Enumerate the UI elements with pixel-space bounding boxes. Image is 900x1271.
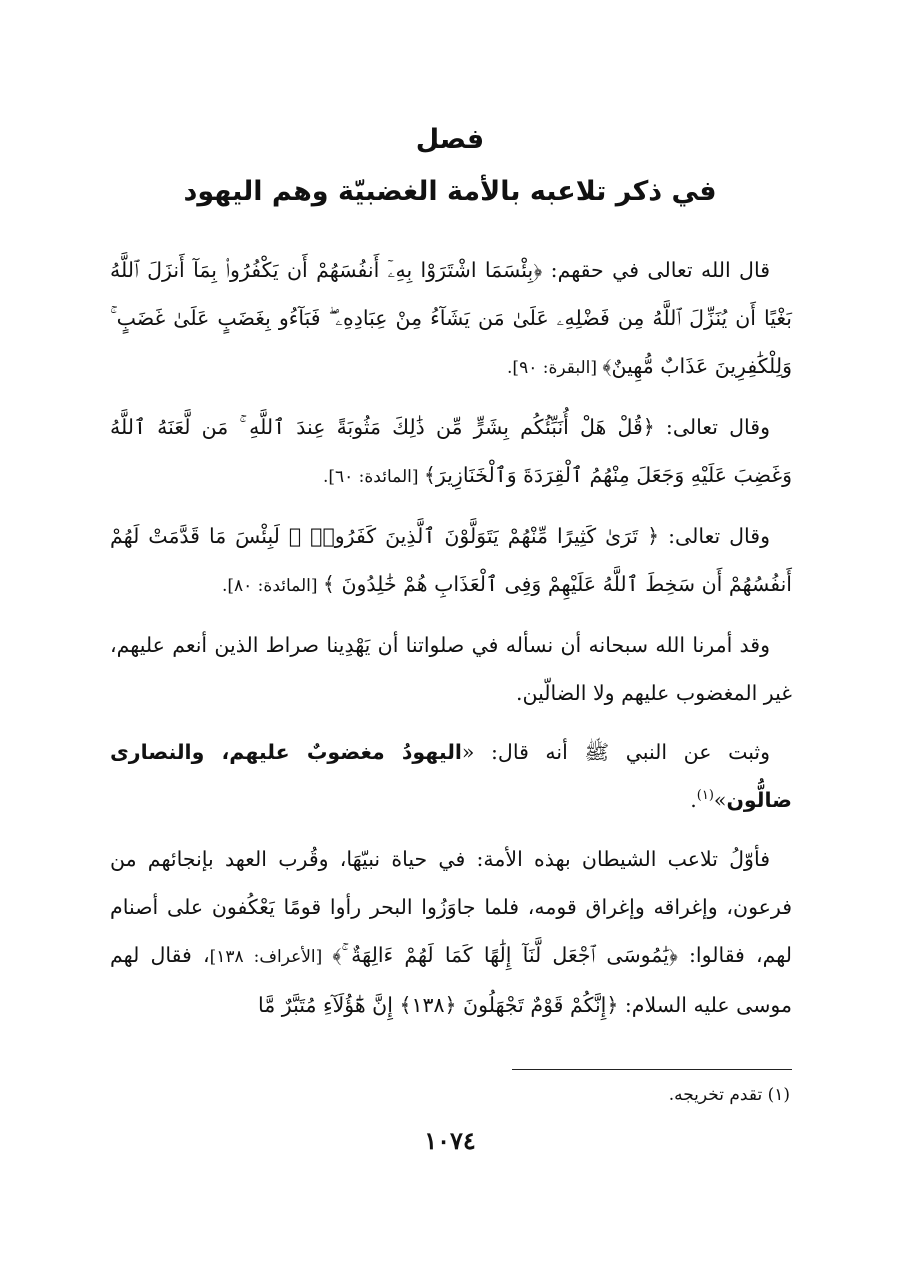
verse-reference-1: [البقرة: ٩٠].	[507, 358, 603, 378]
hadith-close: »	[713, 788, 727, 812]
verse-reference-2: [المائدة: ٦٠].	[322, 467, 424, 487]
paragraph-2	[110, 403, 792, 501]
page-number: ١٠٧٤	[424, 1126, 476, 1155]
quran-verse-5: ﴿إِنَّكُمْ قَوْمٌ تَجْهَلُونَ ﴿١٣٨﴾ إِنَّ هَٰٓؤُلَآءِ مُتَبَّرٌ مَّا	[258, 993, 619, 1017]
paragraph-1	[110, 246, 792, 392]
paragraph-3-intro: وقال تعالى:	[659, 524, 770, 548]
chapter-subheading: في ذكر تلاعبه بالأمة الغضبيّة وهم اليهود	[183, 176, 717, 207]
verse-reference-3: [المائدة: ٨٠].	[221, 576, 323, 596]
paragraph-5-intro: وثبت عن النبي ﷺ أنه قال: «	[461, 740, 770, 764]
paragraph-4: وقد أمرنا الله سبحانه أن نسأله في صلواتنا أن يَهْدِينا صراط الذين أنعم عليهم، غير المغضوب عليهم ولا الضالّين.	[110, 633, 792, 705]
paragraph-2-intro: وقال تعالى:	[654, 415, 770, 439]
paragraph-6	[110, 835, 792, 1029]
paragraph-3	[110, 512, 792, 610]
quran-verse-3: ﴿ تَرَىٰ كَثِيرًا مِّنْهُمْ يَتَوَلَّوْنَ ٱلَّذِينَ كَفَرُوا۟ ۚ لَبِئْسَ مَا قَدَّمَتْ لَهُمْ أَنفُسُهُمْ أَن سَخِطَ ٱللَّهُ عَلَيْهِمْ وَفِى ٱلْعَذَابِ هُمْ خَٰلِدُونَ ﴾	[110, 524, 792, 596]
quran-verse-2: ﴿قُلْ هَلْ أُنَبِّئُكُم بِشَرٍّ مِّن ذَٰلِكَ مَثُوبَةً عِندَ ٱللَّهِ ۚ مَن لَّعَنَهُ ٱللَّهُ وَغَضِبَ عَلَيْهِ وَجَعَلَ مِنْهُمُ ٱلْقِرَدَةَ وَٱلْخَنَازِيرَ﴾	[110, 415, 792, 487]
paragraph-6-text-2: ، فقال لهم موسى عليه السلام:	[110, 943, 792, 1017]
body-text	[110, 246, 792, 1040]
chapter-heading: فصل	[415, 124, 485, 155]
paragraph-5-end: .	[690, 788, 697, 812]
paragraph-5	[110, 728, 792, 824]
paragraph-1-intro: قال الله تعالى في حقهم:	[542, 258, 770, 282]
quran-verse-4: ﴿يَٰمُوسَى ٱجْعَل لَّنَآ إِلَٰهًا كَمَا لَهُمْ ءَالِهَةٌ ۚ﴾	[332, 943, 678, 967]
verse-reference-4: [الأعراف: ١٣٨]	[209, 947, 333, 967]
footnote-divider	[512, 1069, 792, 1070]
paragraph-6-text: فأوّلُ تلاعب الشيطان بهذه الأمة: في حياة نبيّهَا، وقُرب العهد بإنجائهم من فرعون، وإغراقه وإغراق قومه، فلما جاوَزُوا البحر رأوا قومًا يَعْكُفون على أصنام لهم، فقالوا:	[110, 847, 792, 967]
footnote: (١) تقدم تخريجه.	[668, 1085, 790, 1105]
footnote-marker[interactable]: (١)	[696, 788, 714, 804]
hadith-quote: اليهودُ مغضوبٌ عليهم، والنصارى ضالُّون	[110, 740, 792, 812]
quran-verse-1: ﴿بِئْسَمَا اشْتَرَوْا بِهِۦٓ أَنفُسَهُمْ أَن يَكْفُرُوا۟ بِمَآ أَنزَلَ ٱللَّهُ بَغْيًا أَن يُنَزِّلَ ٱللَّهُ مِن فَضْلِهِۦ عَلَىٰ مَن يَشَآءُ مِنْ عِبَادِهِۦ ۖ فَبَآءُو بِغَضَبٍ عَلَىٰ غَضَبٍ ۚ وَلِلْكَٰفِرِينَ عَذَابٌ مُّهِينٌ﴾	[110, 258, 792, 378]
